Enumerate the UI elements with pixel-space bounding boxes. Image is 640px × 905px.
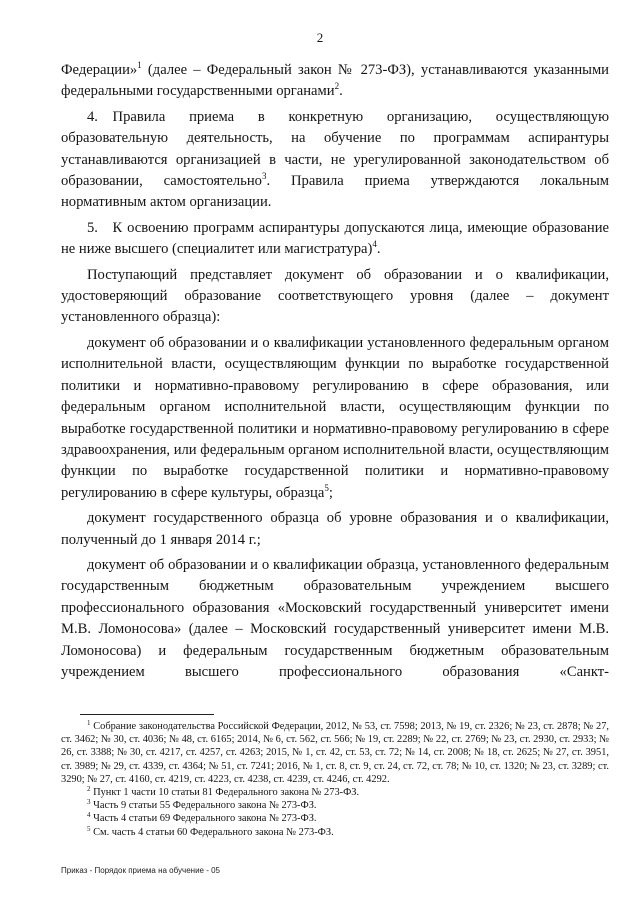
text-span: ; bbox=[328, 484, 333, 501]
footnote-4 bbox=[61, 812, 609, 825]
footnote-number: 3 bbox=[87, 798, 91, 807]
footnotes bbox=[61, 720, 609, 839]
footnote-2 bbox=[61, 786, 609, 799]
footnote-text: Собрание законодательства Российской Федерации, 2012, № 53, ст. 7598; 2013, № 19, ст. 2326; № 23, ст. 2878; № 27, ст. 3462; № 30, ст. 4036; № 48, ст. 6165; 2014, № 6, ст. 562, ст. 566; № 19, ст. 2289; № 22, ст. 2769; № 23, ст. 2930, ст. 2933; № 26, ст. 3388; № 30, ст. 4217, ст. 4257, ст. 4263; 2015, № 1, ст. 42, ст. 53, ст. 72; № 14, ст. 2008; № 18, ст. 2625; № 27, ст. 3951, ст. 3989; № 29, ст. 4339, ст. 4364; № 51, ст. 7241; 2016, № 1, ст. 8, ст. 9, ст. 24, ст. 72, ст. 78; № 10, ст. 1320; № 23, ст. 3289; ст. 3290; № 27, ст. 4160, ст. 4219, ст. 4223, ст. 4238, ст. 4239, ст. 4246, ст. 4292. bbox=[61, 721, 609, 785]
footer-document-id: Приказ - Порядок приема на обучение - 05 bbox=[61, 866, 220, 875]
footnote-1 bbox=[61, 720, 609, 786]
text-span: (далее – Федеральный закон № 273-ФЗ), устанавливаются указанными федеральными государственными органами bbox=[61, 62, 609, 100]
paragraph-applicant bbox=[61, 265, 609, 329]
footnote-number: 4 bbox=[87, 811, 91, 820]
text-span: 5. К освоению программ аспирантуры допускаются лица, имеющие образование не ниже высшего (специалитет или магистратура) bbox=[61, 219, 609, 258]
footnote-ref-4[interactable]: 4 bbox=[372, 239, 377, 250]
text-span: документ государственного образца об уровне образования и о квалификации, полученный до 1 января 2014 г.; bbox=[61, 510, 609, 548]
footnote-ref-3[interactable]: 3 bbox=[261, 171, 267, 182]
paragraph-item-4 bbox=[61, 107, 609, 214]
footnote-separator bbox=[80, 714, 214, 715]
text-span: . bbox=[339, 83, 343, 100]
text-span: документ об образовании и о квалификации образца, установленного федеральным государственным бюджетным образовательным учреждением высшего профессионального образования «Московский государственный университет имени М.В. Ломоносова» (далее – Московский государственный университет имени М.В. Ломоносова) и федеральным государственным бюджетным образовательным учреждением высшего профессионального образования «Санкт- bbox=[61, 556, 609, 680]
body-text bbox=[61, 60, 609, 687]
footnote-number: 2 bbox=[87, 785, 91, 794]
footnote-text: Часть 9 статьи 55 Федерального закона № 273-ФЗ. bbox=[90, 800, 317, 812]
footnote-number: 1 bbox=[87, 719, 91, 727]
paragraph-document-federal bbox=[61, 333, 609, 504]
paragraph-item-5 bbox=[61, 218, 609, 261]
paragraph-document-state bbox=[61, 508, 609, 551]
footnote-text: Пункт 1 части 10 статьи 81 Федерального закона № 273-ФЗ. bbox=[90, 787, 360, 799]
footnote-text: Часть 4 статьи 69 Федерального закона № 273-ФЗ. bbox=[90, 813, 317, 825]
footnote-ref-2[interactable]: 2 bbox=[334, 81, 340, 92]
footnote-3 bbox=[61, 799, 609, 812]
paragraph-1 bbox=[61, 60, 609, 103]
footnote-text: См. часть 4 статьи 60 Федерального закона № 273-ФЗ. bbox=[90, 826, 334, 838]
footnote-5 bbox=[61, 826, 609, 839]
text-span: Федерации» bbox=[61, 62, 138, 78]
text-span: 4. Правила приема в конкретную организацию, осуществляющую образовательную деятельность, на обучение по программам аспирантуры устанавливаются организацией в части, не урегулированной законодательством об образовании, самостоятельно bbox=[61, 108, 609, 190]
text-span: документ об образовании и о квалификации установленного федеральным органом исполнительной власти, осуществляющим функции по выработке государственной политики и нормативно-правовому регулированию в сфере образования, или федеральным органом исполнительной власти, осуществляющим функции по выработке государственной политики и нормативно-правовому регулированию в сфере здравоохранения, или федеральным органом исполнительной власти, осуществляющим функции по выработке государственной политики и нормативно-правовому регулированию в сфере культуры, образца bbox=[61, 334, 609, 501]
text-span: . bbox=[376, 241, 381, 258]
page-number: 2 bbox=[316, 30, 324, 45]
paragraph-document-msu bbox=[61, 555, 609, 683]
footnote-number: 5 bbox=[87, 824, 91, 833]
text-span: . Правила приема утверждаются локальным нормативным актом организации. bbox=[61, 173, 610, 211]
footnote-ref-5[interactable]: 5 bbox=[324, 482, 329, 493]
footnote-ref-1[interactable]: 1 bbox=[137, 60, 142, 70]
text-span: Поступающий представляет документ об образовании и о квалификации, удостоверяющий образование соответствующего уровня (далее – документ установленного образца): bbox=[61, 266, 609, 326]
